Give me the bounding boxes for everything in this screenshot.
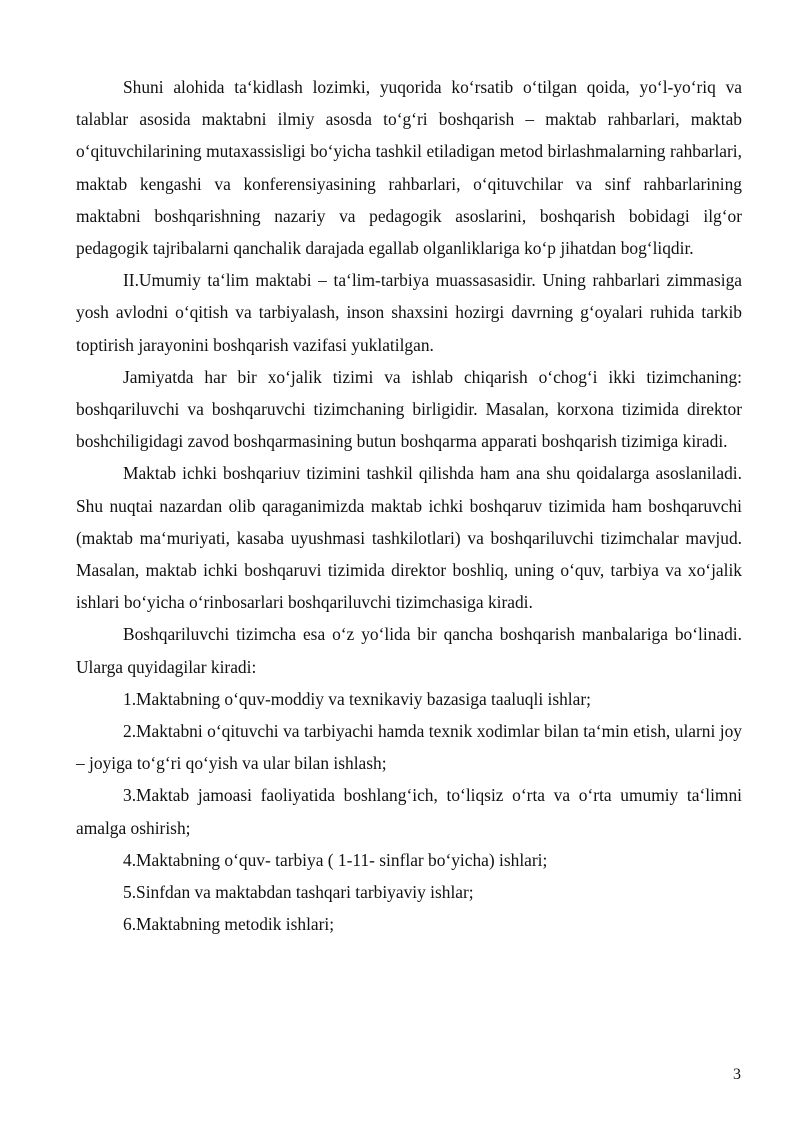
paragraph-importance-of-leadership: Shuni alohida ta‘kidlash lozimki, yuqorida ko‘rsatib o‘tilgan qoida, yo‘l-yo‘riq va talablar asosida maktabni ilmiy asosda to‘g‘ri boshqarish – maktab rahbarlari, maktab o‘qituvchilarining mutaxassisligi bo‘yicha tashkil etiladigan metod birlashmalarning rahbarlari, maktab kengashi va konferensiyasining rahbarlari, o‘qituvchilar va sinf rahbarlarining maktabni boshqarishning nazariy va pedagogik asoslarini, boshqarish bobidagi ilg‘or pedagogik tajribalarni qanchalik darajada egallab olganliklariga ko‘p jihatdan bog‘liqdir.: [76, 77, 742, 259]
document-body: [76, 71, 742, 940]
list-item-6: 6.Maktabning metodik ishlari;: [123, 914, 335, 935]
paragraph-managed-subsystem: Boshqariluvchi tizimcha esa o‘z yo‘lida bir qancha boshqarish manbalariga bo‘linadi. Ularga quyidagilar kiradi:: [76, 624, 742, 677]
paragraph-two-subsystems: Jamiyatda har bir xo‘jalik tizimi va ishlab chiqarish o‘chog‘i ikki tizimchaning: boshqariluvchi va boshqaruvchi tizimchaning birligidir. Masalan, korxona tizimida direktor boshchiligidagi zavod boshqarmasining butun boshqarma apparati boshqarish tizimiga kiradi.: [76, 366, 742, 452]
list-item-3: 3.Maktab jamoasi faoliyatida boshlang‘ich, to‘liqsiz o‘rta va o‘rta umumiy ta‘limni amalga oshirish;: [76, 785, 742, 838]
list-item-4: 4.Maktabning o‘quv- tarbiya ( 1-11- sinflar bo‘yicha) ishlari;: [123, 849, 548, 870]
paragraph-general-school: II.Umumiy ta‘lim maktabi – ta‘lim-tarbiya muassasasidir. Uning rahbarlari zimmasiga yosh avlodni o‘qitish va tarbiyalash, inson shaxsini hozirgi davrning g‘oyalari ruhida tarkib toptirish jarayonini boshqarish vazifasi yuklatilgan.: [76, 270, 742, 355]
paragraph-school-internal-management: Maktab ichki boshqariuv tizimini tashkil qilishda ham ana shu qoidalarga asoslaniladi. Shu nuqtai nazardan olib qaraganimizda maktab ichki boshqaruv tizimida ham boshqaruvchi (maktab ma‘muriyati, kasaba uyushmasi tashkilotlari) va boshqariluvchi tizimchalar mavjud. Masalan, maktab ichki boshqaruvi tizimida direktor boshliq, uning o‘quv, tarbiya va xo‘jalik ishlari bo‘yicha o‘rinbosarlari boshqariluvchi tizimchasiga kiradi.: [76, 463, 742, 613]
list-item-5: 5.Sinfdan va maktabdan tashqari tarbiyaviy ishlar;: [123, 882, 474, 903]
list-item-1: 1.Maktabning o‘quv-moddiy va texnikaviy bazasiga taaluqli ishlar;: [123, 688, 591, 709]
page-number: 3: [733, 1066, 741, 1083]
list-item-2: 2.Maktabni o‘qituvchi va tarbiyachi hamda texnik xodimlar bilan ta‘min etish, ularni joy – joyiga to‘g‘ri qo‘yish va ular bilan ishlash;: [76, 721, 742, 774]
